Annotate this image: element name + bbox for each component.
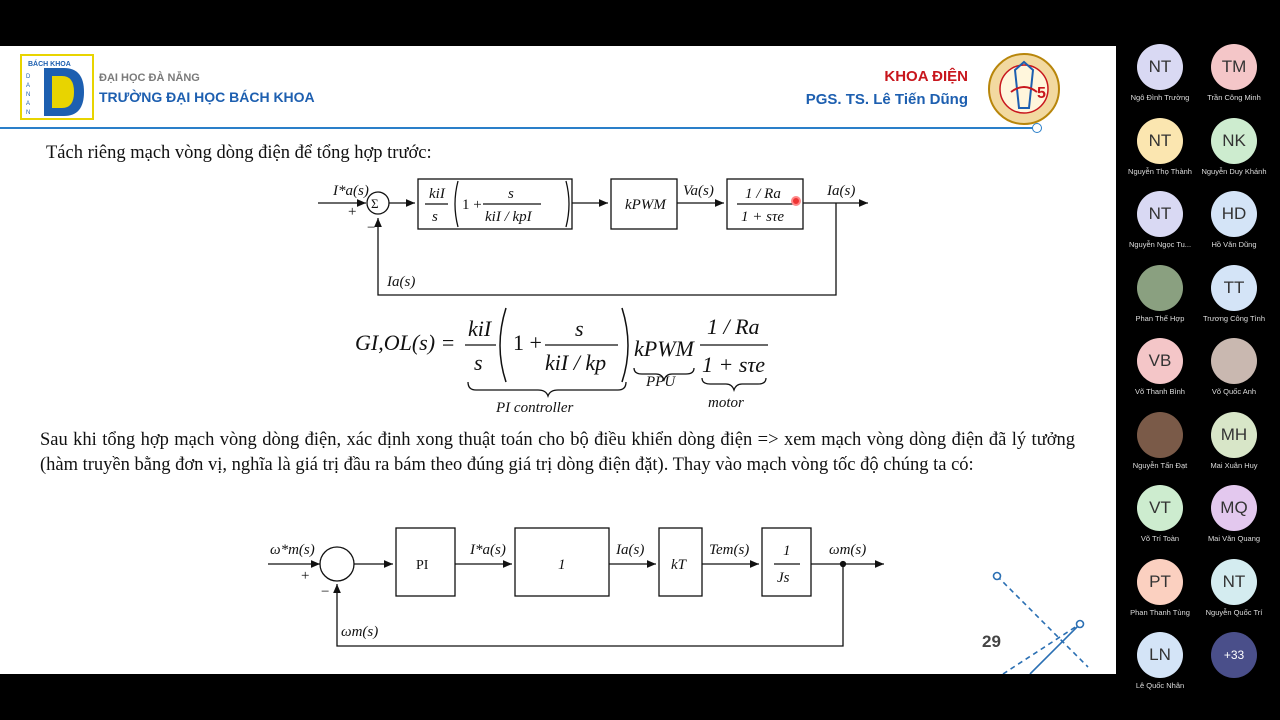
participant-tile[interactable] [1197,338,1271,411]
slide-paragraph: Sau khi tổng hợp mạch vòng dòng điện, xác định xong thuật toán cho bộ điều khiển dòng điện => xem mạch vòng dòng điện đã lý tưởng (hàm truyền bằng đơn vị, nghĩa là giá trị đầu ra bám theo đúng giá trị dòng điện đặt). Thay vào mạch vòng tốc độ chúng ta có: [40,430,1075,475]
university-name-line2: TRƯỜNG ĐẠI HỌC BÁCH KHOA [99,89,315,105]
participant-avatar: NK [1211,118,1257,164]
participant-name: Nguyễn Thọ Thành [1128,166,1192,176]
participant-tile[interactable] [1123,559,1197,632]
participant-name: Võ Quốc Anh [1211,387,1257,396]
d1-sum-symbol: Σ [371,196,379,211]
more-participants-button[interactable]: +33 [1211,632,1257,678]
participant-name: Nguyễn Ngọc Tu... [1128,240,1192,249]
svg-text:1 + sτe: 1 + sτe [741,209,784,225]
participant-avatar: NT [1137,118,1183,164]
d1-input-label: I*a(s) [333,183,369,199]
svg-text:5: 5 [1037,85,1046,102]
presentation-slide [0,46,1116,674]
d2-feedback-label: ωm(s) [341,624,379,640]
svg-text:A: A [26,83,31,89]
participant-avatar: MH [1211,412,1257,458]
svg-text:1 / Ra: 1 / Ra [745,186,781,202]
d1-plus: + [348,204,357,220]
d2-input-label: ω*m(s) [270,542,315,558]
participant-tile[interactable] [1197,559,1271,632]
equation-ppu-label: PPU [646,374,676,390]
participant-name: Nguyễn Tấn Đạt [1132,460,1188,470]
svg-text:N: N [26,92,31,98]
laser-pointer-dot [792,197,800,205]
d2-tem-label: Tem(s) [709,542,750,558]
d2-output-label: ωm(s) [829,542,867,558]
participant-tile[interactable] [1123,265,1197,338]
participant-avatar: NT [1211,559,1257,605]
svg-text:s: s [575,316,584,341]
svg-text:N: N [26,110,31,116]
participant-tile[interactable] [1123,338,1197,411]
d2-plus: + [301,568,310,584]
d2-ia-ref-label: I*a(s) [470,542,506,558]
lecturer-name: PGS. TS. Lê Tiến Dũng [805,91,968,108]
participant-tile[interactable] [1197,44,1271,117]
svg-text:s: s [474,350,483,375]
participant-tile[interactable] [1123,412,1197,485]
page-number: 29 [982,632,1001,651]
participant-name: Lê Quốc Nhân [1135,681,1185,690]
participant-tile[interactable] [1197,485,1271,558]
participant-avatar: HD [1211,191,1257,237]
svg-text:kiI: kiI [468,316,492,341]
svg-text:kPWM: kPWM [634,336,694,361]
participant-tile[interactable] [1123,44,1197,117]
participant-tile[interactable] [1123,485,1197,558]
d1-minus: − [367,220,376,236]
d1-va-label: Va(s) [683,183,714,199]
svg-text:1 / Ra: 1 / Ra [707,314,760,339]
participant-avatar: NT [1137,44,1183,90]
d1-output-label: Ia(s) [827,183,856,199]
d2-pi-block: PI [416,558,429,573]
equation-lhs: GI,OL(s) = [355,330,456,355]
svg-text:kPWM: kPWM [625,197,666,213]
current-loop-diagram [0,46,1116,674]
participant-name: Ngô Đình Trường [1130,93,1190,102]
participant-name: Võ Thanh Bình [1135,387,1185,396]
participant-tile[interactable] [1197,191,1271,264]
participant-name: Nguyễn Duy Khánh [1201,166,1267,176]
participant-name: Phan Thế Hợp [1135,313,1185,323]
participant-name: Võ Trí Toàn [1140,534,1180,543]
equation-motor-label: motor [708,395,744,411]
svg-text:1 + sτe: 1 + sτe [702,352,766,377]
svg-text:1 +: 1 + [513,330,542,355]
faculty-name: KHOA ĐIỆN [884,68,968,85]
d2-ia-label: Ia(s) [616,542,645,558]
d2-unity-block: 1 [558,557,566,573]
participant-avatar: PT [1137,559,1183,605]
participant-avatar: TT [1211,265,1257,311]
participant-avatar: VB [1137,338,1183,384]
d1-feedback-label: Ia(s) [387,274,416,290]
participant-tile[interactable] [1123,632,1197,705]
d2-kt-block: kT [671,557,686,573]
participant-tile[interactable] [1197,632,1271,705]
participant-name: Phan Thanh Tùng [1130,607,1190,617]
participant-name: Mai Văn Quang [1207,534,1261,543]
d2-js-num: 1 [783,543,791,559]
participant-tile[interactable] [1197,265,1271,338]
svg-text:kiI / kp: kiI / kp [545,350,607,375]
svg-text:A: A [26,101,31,107]
svg-text:1 +: 1 + [462,197,482,213]
participant-name: Trương Công Tình [1202,313,1266,323]
participant-tile[interactable] [1123,118,1197,191]
svg-text:kiI: kiI [429,186,445,202]
svg-text:kiI / kpI: kiI / kpI [485,209,532,225]
participant-avatar: MQ [1211,485,1257,531]
svg-text:s: s [432,209,438,225]
slide-heading: Tách riêng mạch vòng dòng điện để tổng hợp trước: [46,143,432,163]
participant-name: Nguyễn Quốc Trí [1205,607,1263,617]
participant-name: Mai Xuân Huy [1210,460,1258,470]
participant-avatar: NT [1137,191,1183,237]
participant-tile[interactable] [1123,191,1197,264]
participant-tile[interactable] [1197,118,1271,191]
participant-tile[interactable] [1197,412,1271,485]
participant-name: Hồ Văn Dũng [1211,240,1257,249]
university-name-line1: ĐẠI HỌC ĐÀ NẴNG [99,72,200,84]
d2-minus: − [321,584,330,600]
svg-text:s: s [508,186,514,202]
participant-avatar: TM [1211,44,1257,90]
speed-loop-diagram [268,528,884,646]
participant-avatar: LN [1137,632,1183,678]
participants-panel [1116,46,1280,690]
equation-pi-label: PI controller [496,400,574,416]
svg-text:D: D [26,74,31,80]
participant-avatar [1211,338,1257,384]
participant-avatar: VT [1137,485,1183,531]
participant-name: Trần Công Minh [1207,93,1261,102]
logo-text: BÁCH KHOA [28,61,71,68]
participant-avatar [1137,265,1183,311]
d2-js-den: Js [777,570,790,586]
decorative-lines [994,573,1089,675]
participant-avatar [1137,412,1183,458]
